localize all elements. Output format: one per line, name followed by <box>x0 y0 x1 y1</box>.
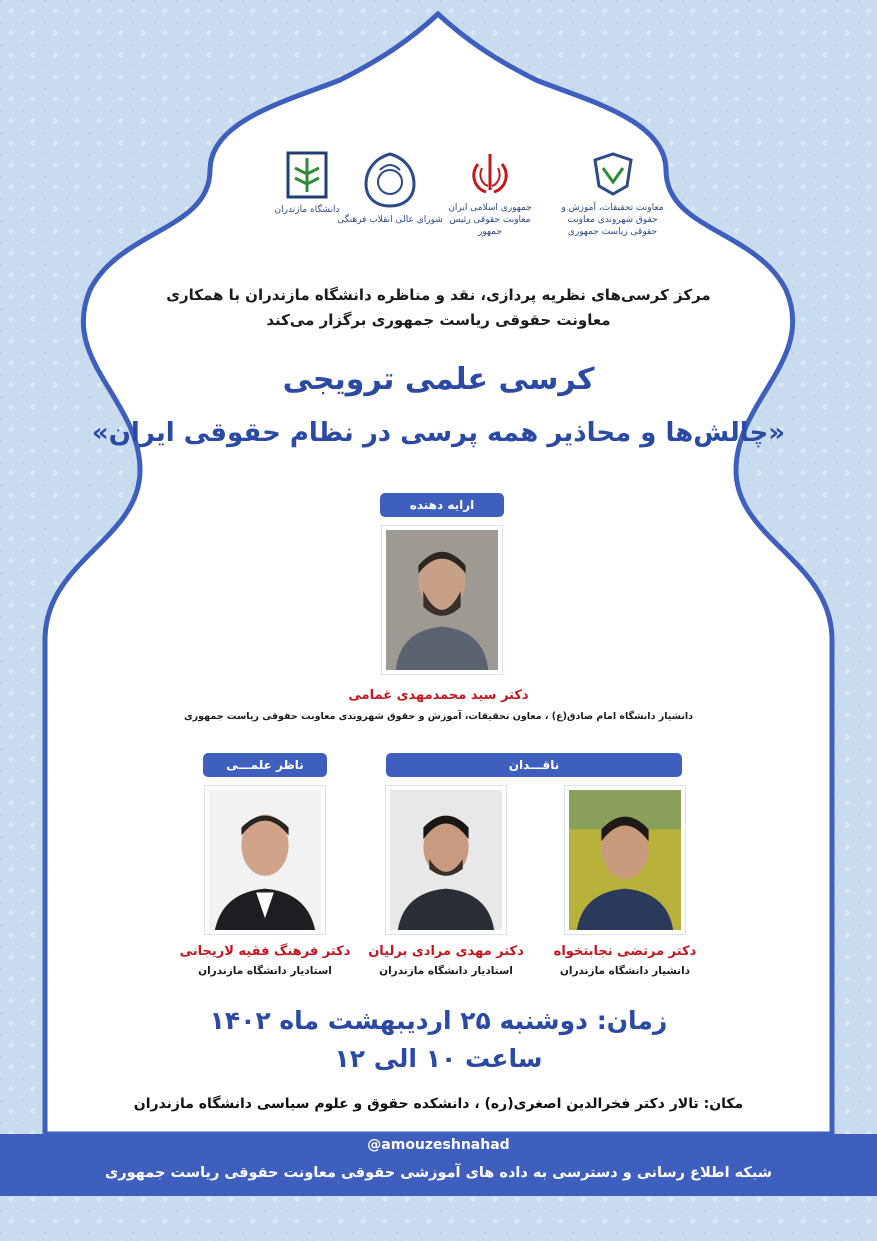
observer-label: ناظر علمـــی <box>203 753 327 777</box>
critic-1-role: دانشیار دانشگاه مازندران <box>559 965 691 977</box>
critic-2-name: دکتر مهدی مرادی برلیان <box>368 944 524 959</box>
person-portrait-icon <box>386 530 498 670</box>
presenter-role: دانشیار دانشگاه امام صادق(ع) ، معاون تحقیقات، آموزش و حقوق شهروندی معاونت حقوقی ریاست جمهوری <box>183 711 694 722</box>
observer-role: استادیار دانشگاه مازندران <box>198 965 332 977</box>
critic-1-name: دکتر مرتضی نجابتخواه <box>553 944 697 959</box>
event-date: زمان: دوشنبه ۲۵ اردیبهشت ماه ۱۴۰۲ <box>209 1006 668 1035</box>
event-time: ساعت ۱۰ الی ۱۲ <box>334 1044 543 1073</box>
logo-caption: معاونت تحقیقات، آموزش و حقوق شهروندی معاونت حقوقی ریاست جمهوری <box>561 203 664 237</box>
university-of-mazandaran-logo <box>262 150 352 245</box>
presenter-photo <box>381 525 503 675</box>
footer-network-text: شبکه اطلاع رسانی و دسترسی به داده های آموزشی حقوقی معاونت حقوقی ریاست جمهوری <box>104 1165 773 1181</box>
person-portrait-icon <box>390 790 502 930</box>
person-portrait-icon <box>209 790 321 930</box>
person-portrait-icon <box>569 790 681 930</box>
presenter-name: دکتر سید محمدمهدی غمامی <box>348 688 529 703</box>
university-logo-icon <box>285 150 329 200</box>
critic-1-photo <box>564 785 686 935</box>
critic-2-role: استادیار دانشگاه مازندران <box>379 965 513 977</box>
intro-line-2: معاونت حقوقی ریاست جمهوری برگزار می‌کند <box>266 311 611 329</box>
citizenship-rights-icon <box>589 150 637 198</box>
event-place: مکان: تالار دکتر فخرالدین اصغری(ره) ، دانشکده حقوق و علوم سیاسی دانشگاه مازندران <box>133 1096 744 1112</box>
ornamental-seal-icon <box>360 150 420 210</box>
critics-label: ناقـــدان <box>386 753 682 777</box>
social-handle[interactable]: @amouzeshnahad <box>367 1137 510 1153</box>
citizenship-rights-logo <box>555 150 670 245</box>
intro-text <box>120 283 757 333</box>
logo-caption: جمهوری اسلامی ایران معاونت حقوقی رئیس جمهور <box>448 203 532 237</box>
supreme-council-logo <box>337 150 443 245</box>
critic-2-photo <box>385 785 507 935</box>
iran-emblem-icon <box>466 150 514 198</box>
intro-line-1: مرکز کرسی‌های نظریه پردازی، نقد و مناظره دانشگاه مازندران با همکاری <box>166 286 711 304</box>
logo-caption: شورای عالی انقلاب فرهنگی <box>337 215 443 225</box>
page-title: کرسی علمی ترویجی <box>282 362 595 397</box>
presenter-label: ارایه دهنده <box>380 493 504 517</box>
logo-caption: دانشگاه مازندران <box>274 205 340 215</box>
iran-emblem-logo <box>440 150 540 245</box>
observer-photo <box>204 785 326 935</box>
page-subtitle: «چالش‌ها و محاذیر همه پرسی در نظام حقوقی ایران» <box>91 418 786 448</box>
observer-name: دکتر فرهنگ فقیه لاریجانی <box>179 944 351 959</box>
